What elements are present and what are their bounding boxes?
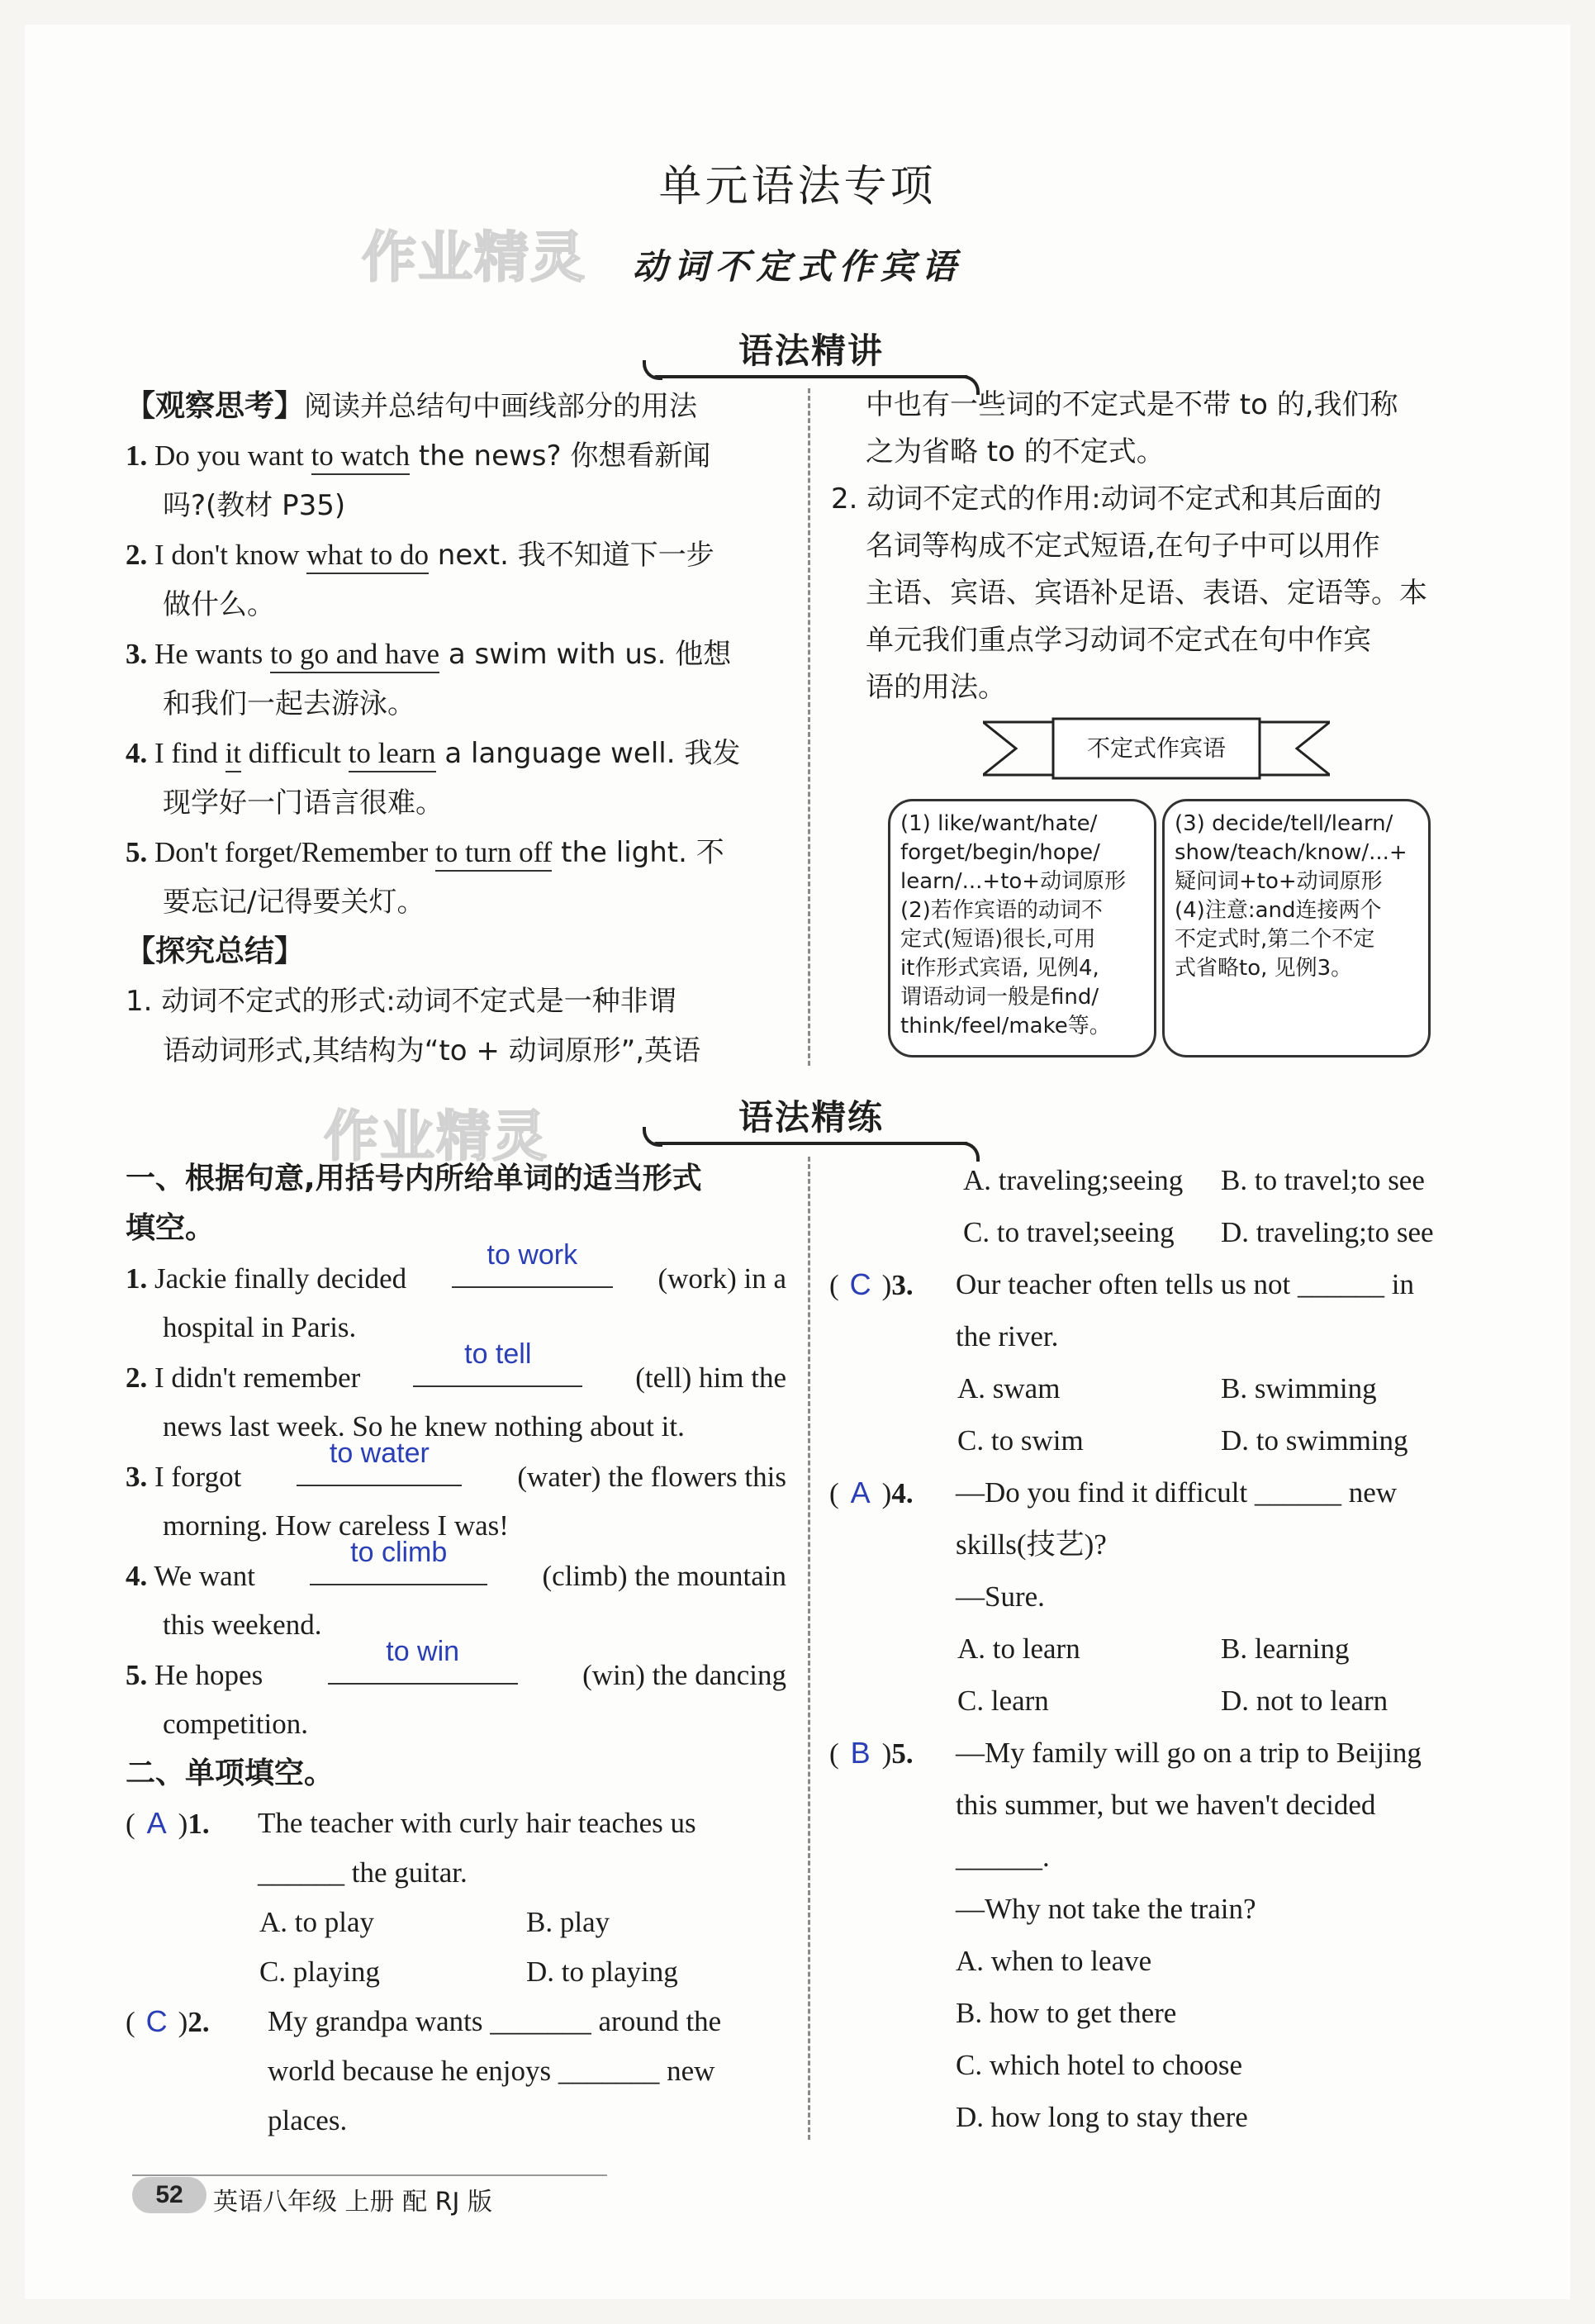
page-title: 单元语法专项: [658, 162, 937, 211]
mc-option[interactable]: B. how to get there: [956, 1997, 1177, 2029]
watermark-middle: 作业精灵: [324, 1105, 548, 1168]
mc-option[interactable]: A. to learn: [957, 1633, 1080, 1665]
section-heading-2: [646, 1091, 976, 1148]
mc-question-3: ( C )3.: [829, 1258, 914, 1311]
mc-option[interactable]: C. to travel;seeing: [963, 1216, 1175, 1248]
example-5: 5. Don't forget/Remember to turn off the light. 不: [126, 828, 724, 877]
page-subtitle: 动词不定式作宾语: [632, 246, 963, 287]
watermark-top: 作业精灵: [362, 226, 586, 289]
fill-question-3: 3. I forgot to water (water) the flowers this: [126, 1438, 786, 1493]
fill-answer-blank[interactable]: to tell: [413, 1352, 582, 1387]
mc-option[interactable]: B. play: [526, 1906, 610, 1938]
observe-label: 【观察思考】: [126, 389, 305, 423]
footer-text: 英语八年级 上册 配 RJ 版: [213, 2188, 492, 2217]
underlined-phrase: it: [225, 737, 241, 772]
mc-option[interactable]: D. to playing: [526, 1956, 678, 1988]
mc-option[interactable]: D. how long to stay there: [956, 2101, 1248, 2133]
summary-1a: 1. 动词不定式的形式:动词不定式是一种非谓: [126, 985, 676, 1018]
mc-answer[interactable]: C: [849, 1267, 871, 1301]
fill-answer-blank[interactable]: to climb: [310, 1551, 487, 1585]
banner-label: 不定式作宾语: [1086, 734, 1226, 762]
mc-option[interactable]: B. learning: [1221, 1633, 1350, 1665]
mc-option[interactable]: C. learn: [957, 1685, 1049, 1717]
section-heading-1: [646, 324, 976, 382]
fill-question-5: 5. He hopes to win (win) the dancing: [126, 1636, 786, 1691]
underlined-phrase: to watch: [311, 440, 411, 475]
mc-answer[interactable]: B: [850, 1736, 871, 1770]
underlined-phrase: what to do: [306, 539, 429, 574]
example-4: 4. I find it difficult to learn a language well. 我发: [126, 729, 740, 778]
page-number: 52: [132, 2177, 206, 2213]
mc-option[interactable]: C. playing: [259, 1956, 380, 1988]
summary-label: 【探究总结】: [126, 934, 305, 968]
mc-question-1: ( A )1.: [126, 1799, 210, 1849]
mc-question-4: ( A )4.: [829, 1466, 914, 1519]
mc-question-5: ( B )5.: [829, 1727, 914, 1780]
mc-option[interactable]: B. to travel;to see: [1221, 1164, 1425, 1196]
column-divider-1: [808, 388, 810, 1066]
column-divider-2: [808, 1157, 810, 2140]
underlined-phrase: to go and have: [270, 638, 439, 673]
example-3: 3. He wants to go and have a swim with us. 他想: [126, 630, 731, 679]
mc-option[interactable]: A. swam: [957, 1372, 1061, 1404]
fill-question-4: 4. We want to climb (climb) the mountain: [126, 1537, 786, 1592]
example-1: 1. Do you want to watch the news? 你想看新闻: [126, 431, 710, 481]
section-heading-1-label: 语法精讲: [738, 330, 884, 371]
summary-1b: 语动词形式,其结构为“to + 动词原形”,英语: [163, 1034, 701, 1067]
section-heading-2-label: 语法精练: [738, 1097, 884, 1138]
mc-answer[interactable]: C: [145, 2004, 168, 2038]
mc-answer[interactable]: A: [850, 1476, 871, 1509]
part2-title: 二、单项填空。: [126, 1756, 335, 1790]
fill-answer-blank[interactable]: to water: [297, 1452, 462, 1486]
mc-option[interactable]: D. traveling;to see: [1221, 1216, 1434, 1248]
fill-answer-blank[interactable]: to work: [452, 1253, 613, 1288]
mc-question-2: ( C )2.: [126, 1997, 210, 2047]
summary-box-left: (1) like/want/hate/ forget/begin/hope/ learn/...+to+动词原形 (2)若作宾语的动词不 定式(短语)很长,可用 it作形式宾语, 见例4, 谓语动词一般是find/ think/feel/make等。: [888, 799, 1156, 1057]
underlined-phrase: to learn: [349, 737, 436, 772]
mc-answer[interactable]: A: [146, 1806, 167, 1840]
mc-option[interactable]: D. to swimming: [1221, 1424, 1408, 1457]
footer-rule: [132, 2174, 607, 2176]
mc-option[interactable]: B. swimming: [1221, 1372, 1377, 1404]
summary-box-right: (3) decide/tell/learn/ show/teach/know/...+ 疑问词+to+动词原形 (4)注意:and连接两个 不定式时,第二个不定 式省略to, 见例3。: [1162, 799, 1431, 1057]
part1-title-b: 填空。: [126, 1211, 216, 1245]
underlined-phrase: to turn off: [435, 836, 552, 872]
example-2: 2. I don't know what to do next. 我不知道下一步: [126, 530, 714, 580]
fill-answer-blank[interactable]: to win: [328, 1650, 518, 1685]
part1-title-a: 一、根据句意,用括号内所给单词的适当形式: [126, 1162, 702, 1195]
fill-question-1: 1. Jackie finally decided to work (work) in a: [126, 1239, 786, 1295]
mc-option[interactable]: A. traveling;seeing: [963, 1164, 1184, 1196]
mc-option[interactable]: C. which hotel to choose: [956, 2049, 1243, 2081]
observe-text: 阅读并总结句中画线部分的用法: [304, 390, 698, 423]
mc-option[interactable]: D. not to learn: [1221, 1685, 1389, 1717]
mc-option[interactable]: C. to swim: [957, 1424, 1084, 1457]
mc-option[interactable]: A. when to leave: [956, 1945, 1152, 1977]
mc-option[interactable]: A. to play: [259, 1906, 375, 1938]
fill-question-2: 2. I didn't remember to tell (tell) him the: [126, 1338, 786, 1394]
